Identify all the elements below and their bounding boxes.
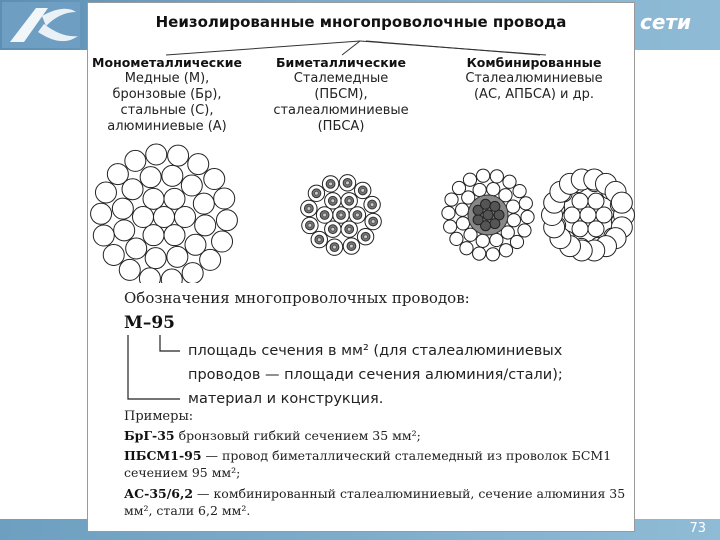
example-item	[124, 485, 626, 519]
category-item: стальные (С),	[120, 103, 214, 118]
category-title: Биметаллические	[276, 55, 406, 70]
category-item: (ПБСМ),	[314, 87, 368, 102]
category-item: Сталеалюминиевые	[465, 71, 603, 86]
legend-line: площадь сечения в мм² (для сталеалюминиевых	[188, 343, 563, 359]
category-title: Комбинированные	[466, 55, 602, 70]
category-item: алюминиевые (А)	[107, 119, 227, 134]
legend-line: материал и конструкция.	[188, 391, 384, 407]
company-logo-icon	[2, 2, 80, 48]
example-item	[124, 447, 626, 481]
category-item: Сталемедные	[293, 71, 389, 86]
category-item: бронзовые (Бр),	[112, 87, 222, 102]
examples-title: Примеры:	[124, 409, 194, 424]
example-text: бронзовый гибкий сечением 35 мм²;	[174, 428, 421, 443]
example-code: ПБСМ1-95	[124, 448, 202, 463]
example-text: — провод биметаллический сталемедный из проволок БСМ1 сечением 95 мм²;	[124, 448, 612, 480]
designation-heading: Обозначения многопроволочных проводов:	[124, 289, 470, 307]
legend-line: проводов — площади сечения алюминия/стали);	[188, 367, 563, 383]
category-item: сталеалюминиевые	[273, 103, 409, 118]
example-item	[124, 427, 626, 444]
category-item: Медные (М),	[124, 71, 210, 86]
designation-code: М–95	[124, 313, 175, 333]
category-item: (АС, АПБСА) и др.	[473, 87, 595, 102]
example-code: БрГ-35	[124, 428, 175, 443]
example-text: — комбинированный сталеалюминиевый, сечение алюминия 35 мм², стали 6,2 мм².	[124, 486, 626, 518]
page-number: 73	[689, 521, 706, 536]
category-title: Монометаллические	[92, 55, 242, 70]
slide-title: сети	[640, 10, 692, 34]
category-item: (ПБСА)	[317, 119, 365, 134]
diagram-title: Неизолированные многопроволочные провода	[155, 13, 567, 31]
content-panel	[87, 2, 635, 532]
example-code: АС-35/6,2	[124, 486, 194, 501]
